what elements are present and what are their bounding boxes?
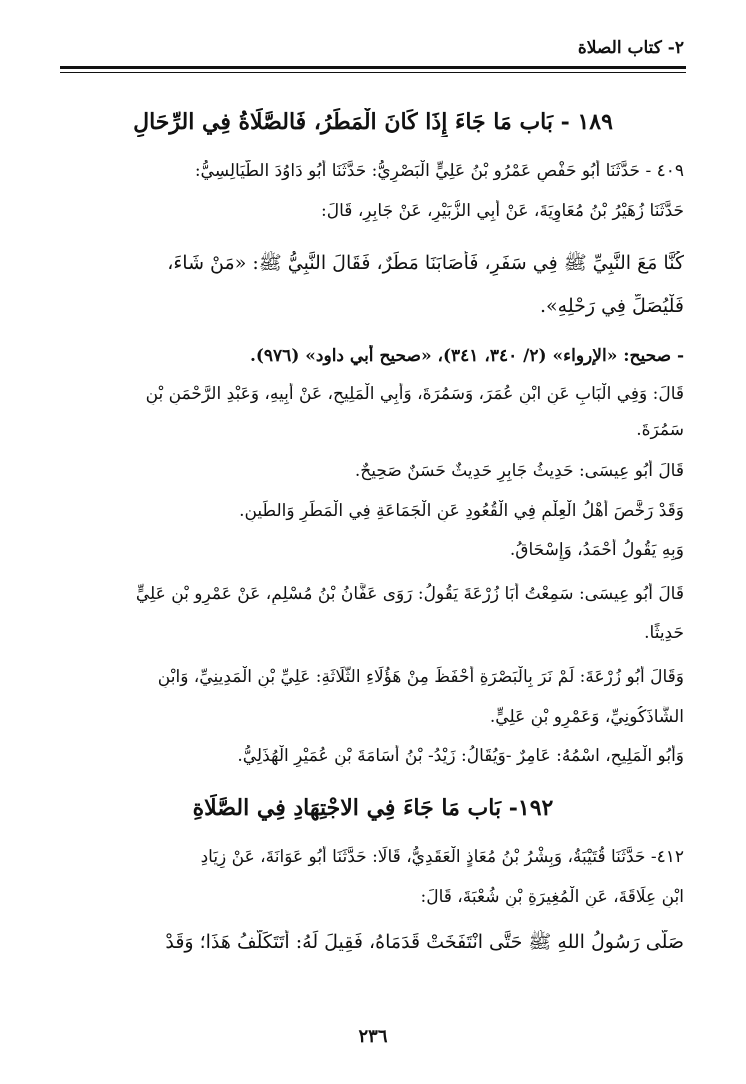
abu-zura-statement: وَقَالَ أَبُو زُرْعَةَ: لَمْ نَرَ بِالْبَصْرَةِ أَحْفَظَ مِنْ هَؤُلَاءِ الثَّلَاثَةِ: عَلِيِّ بْنِ الْمَدِينِيِّ، وَابْنِ: [157, 667, 684, 687]
hadith-409-matn: كُنَّا مَعَ النَّبِيِّ ﷺ فِي سَفَرٍ، فَأَصَابَنَا مَطَرٌ، فَقَالَ النَّبِيُّ ﷺ: «مَنْ شَاءَ،: [167, 252, 684, 274]
abu-zura-statement-cont: الشَّاذَكُونِيِّ، وَعَمْرِو بْنِ عَلِيٍّ.: [489, 707, 684, 727]
running-head: ٢- كتاب الصلاة: [577, 38, 684, 58]
hadith-412-isnad-cont: ابْنِ عِلَاقَةَ، عَنِ الْمُغِيرَةِ بْنِ شُعْبَةَ، قَالَ:: [420, 887, 684, 907]
hadith-412-matn: صَلَّى رَسُولُ اللهِ ﷺ حَتَّى انْتَفَخَتْ قَدَمَاهُ، فَقِيلَ لَهُ: أَتَتَكَلَّفُ هَذَا؛ وَقَدْ: [165, 931, 684, 953]
abu-zura-report: قَالَ أَبُو عِيسَى: سَمِعْتُ أَبَا زُرْعَةَ يَقُولُ: رَوَى عَفَّانُ بْنُ مُسْلِمٍ، عَنْ عَمْرِو بْنِ عَلِيٍّ: [135, 584, 684, 604]
tirmidhi-comment-cont: سَمُرَةَ.: [636, 420, 684, 440]
hadith-409-isnad: ٤٠٩ - حَدَّثَنَا أَبُو حَفْصٍ عَمْرُو بْنُ عَلِيٍّ الْبَصْرِيُّ: حَدَّثَنَا أَبُو دَاوُدَ الطَّيَالِسِيُّ:: [194, 161, 684, 181]
abul-malih-name: وَأَبُو الْمَلِيحِ، اسْمُهُ: عَامِرٌ -وَيُقَالُ: زَيْدُ- بْنُ أُسَامَةَ بْنِ عُمَيْرٍ الْهُذَلِيُّ.: [237, 746, 684, 766]
scholars-opinion: وَقَدْ رَخَّصَ أَهْلُ الْعِلْمِ فِي الْقُعُودِ عَنِ الْجَمَاعَةِ فِي الْمَطَرِ وَالطِّينِ.: [239, 501, 684, 521]
chapter-heading-189: ١٨٩ - بَاب مَا جَاءَ إِذَا كَانَ الْمَطَرُ، فَالصَّلَاةُ فِي الرِّحَالِ: [133, 109, 613, 135]
page-number: ٢٣٦: [358, 1026, 388, 1047]
ahmad-ishaq-opinion: وَبِهِ يَقُولُ أَحْمَدُ، وَإِسْحَاقُ.: [509, 540, 684, 560]
chapter-heading-192: ١٩٢- بَاب مَا جَاءَ فِي الاجْتِهَادِ فِي الصَّلَاةِ: [192, 795, 554, 821]
grading-note: - صحيح: «الإرواء» (٢/ ٣٤٠، ٣٤١)، «صحيح أبي داود» (٩٧٦).: [249, 346, 684, 366]
hadith-409-matn-cont: فَلْيُصَلِّ فِي رَحْلِهِ».: [539, 295, 684, 317]
tirmidhi-verdict: قَالَ أَبُو عِيسَى: حَدِيثُ جَابِرٍ حَدِيثٌ حَسَنٌ صَحِيحٌ.: [354, 461, 684, 481]
hadith-409-isnad-cont: حَدَّثَنَا زُهَيْرُ بْنُ مُعَاوِيَةَ، عَنْ أَبِي الزُّبَيْرِ، عَنْ جَابِرٍ، قَالَ:: [321, 201, 684, 221]
hadith-412-isnad: ٤١٢- حَدَّثَنَا قُتَيْبَةُ، وَبِشْرُ بْنُ مُعَاذٍ الْعَقَدِيُّ، قَالَا: حَدَّثَنَا أَبُو عَوَانَةَ، عَنْ زِيَادِ: [200, 847, 684, 867]
header-rule-thick: [60, 66, 686, 69]
header-rule-thin: [60, 72, 686, 73]
abu-zura-report-cont: حَدِيثًا.: [644, 623, 684, 643]
tirmidhi-comment: قَالَ: وَفِي الْبَابِ عَنِ ابْنِ عُمَرَ، وَسَمُرَةَ، وَأَبِي الْمَلِيحِ، عَنْ أَبِيهِ، وَعَبْدِ الرَّحْمَنِ بْنِ: [145, 384, 684, 404]
